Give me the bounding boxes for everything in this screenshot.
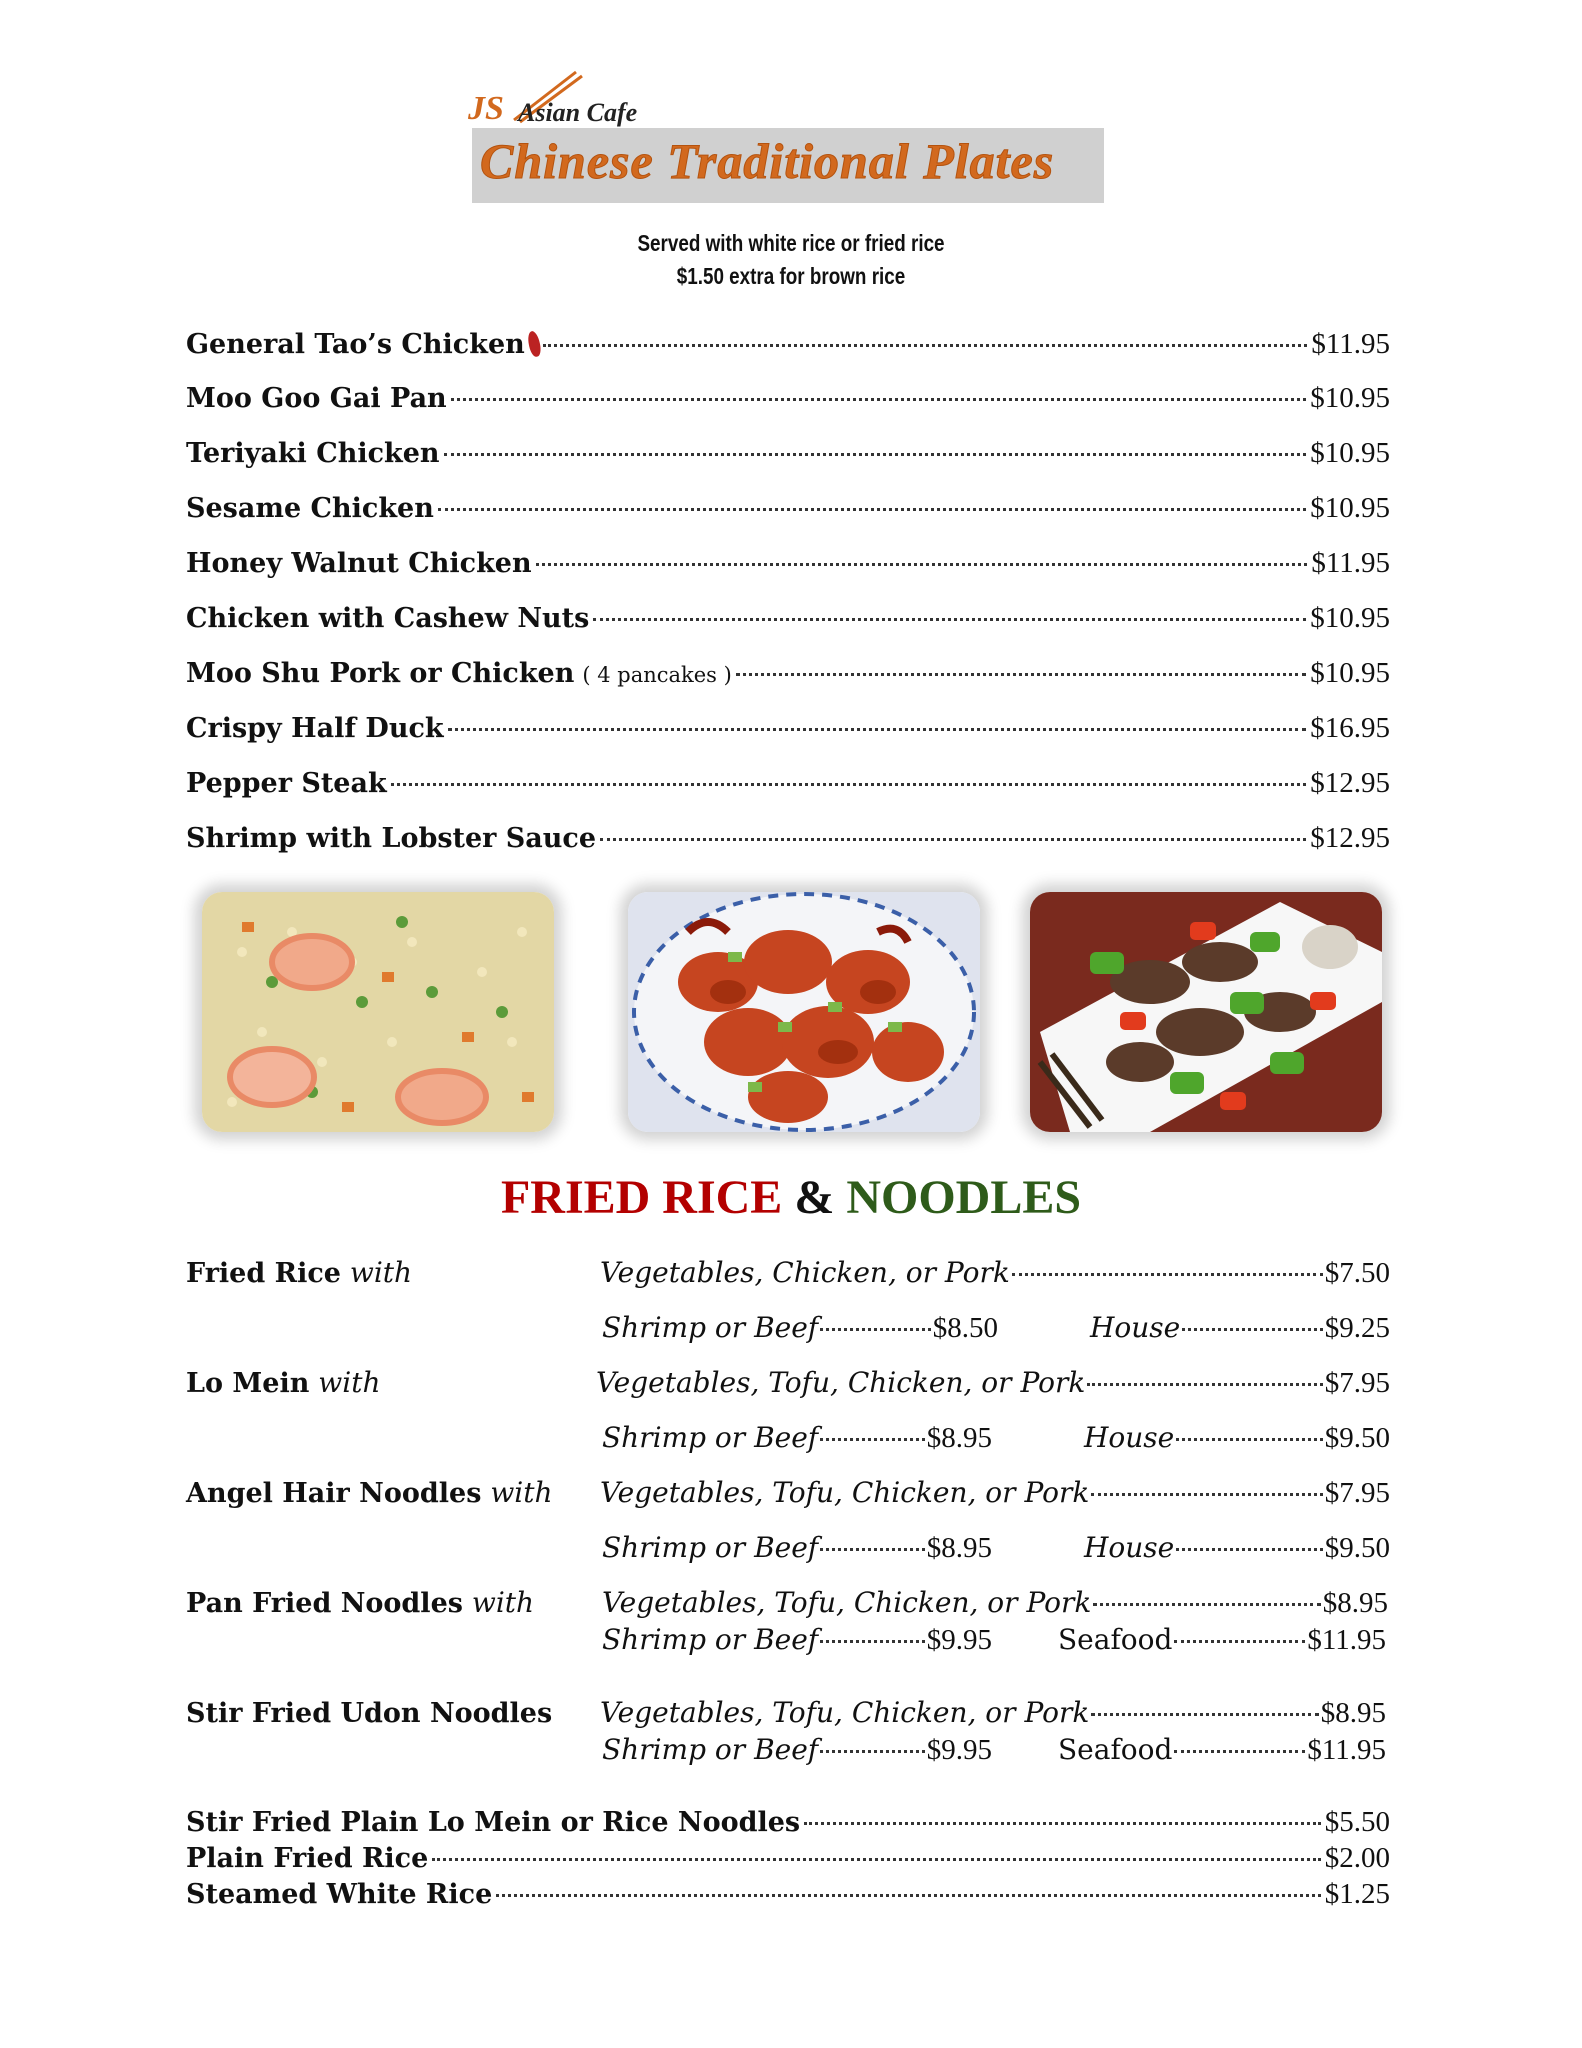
- menu-item-name: Steamed White Rice: [186, 1879, 493, 1910]
- dot-leader: [736, 673, 1306, 676]
- menu-item: [186, 1806, 1390, 1846]
- menu-item-price: $5.50: [1324, 1806, 1390, 1838]
- price-row: [602, 1311, 998, 1351]
- dish-label: [186, 1586, 534, 1619]
- option-label: Vegetables, Tofu, Chicken, or Pork: [596, 1366, 1086, 1399]
- dot-leader: [391, 783, 1307, 786]
- menu-item: [186, 1842, 1390, 1882]
- dish-with: with: [471, 1586, 535, 1619]
- price-row: [600, 1696, 1386, 1736]
- page-title: Chinese Traditional Plates: [480, 133, 1055, 189]
- dish-name: Stir Fried Udon Noodles: [186, 1698, 553, 1729]
- menu-item-price: $1.25: [1324, 1878, 1390, 1910]
- menu-item-name: Stir Fried Plain Lo Mein or Rice Noodles: [186, 1807, 801, 1838]
- hot-pepper-icon: [526, 330, 542, 358]
- option-label: Vegetables, Tofu, Chicken, or Pork: [600, 1476, 1090, 1509]
- menu-item-name: General Tao’s Chicken: [186, 329, 525, 360]
- menu-item-price: $10.95: [1310, 657, 1390, 689]
- option-label: Vegetables, Chicken, or Pork: [600, 1256, 1010, 1289]
- menu-item: [186, 712, 1390, 752]
- dish-name: Angel Hair Noodles: [186, 1478, 482, 1509]
- menu-item-name: Honey Walnut Chicken: [186, 548, 532, 579]
- menu-item-price: $2.00: [1324, 1842, 1390, 1874]
- menu-item: [186, 437, 1390, 477]
- option-price: $8.50: [932, 1312, 998, 1344]
- menu-item-price: $10.95: [1310, 437, 1390, 469]
- option-price: $9.50: [1324, 1532, 1390, 1564]
- general-tao-chicken-photo: [628, 892, 980, 1132]
- section-title: [0, 1170, 1582, 1225]
- dot-leader: [1176, 1438, 1323, 1441]
- dot-leader: [1087, 1383, 1322, 1386]
- dot-leader: [1174, 1750, 1305, 1753]
- menu-item-note: ( 4 pancakes ): [582, 663, 732, 687]
- price-row: [602, 1531, 992, 1571]
- pepper-steak-photo: [1030, 892, 1382, 1132]
- dot-leader: [1182, 1328, 1323, 1331]
- menu-item-name: Shrimp with Lobster Sauce: [186, 823, 597, 854]
- menu-item: [186, 327, 1390, 367]
- title-banner: [472, 128, 1104, 203]
- price-row: [1084, 1531, 1390, 1571]
- dish-with: with: [349, 1256, 413, 1289]
- option-price: $9.95: [926, 1734, 992, 1766]
- option-label: House: [1084, 1531, 1175, 1564]
- dot-leader: [543, 344, 1308, 347]
- menu-item-name: Teriyaki Chicken: [186, 438, 440, 469]
- dish-label: [186, 1696, 552, 1729]
- logo: [468, 66, 648, 130]
- option-label: House: [1084, 1421, 1175, 1454]
- dish-name: Pan Fried Noodles: [186, 1588, 463, 1619]
- section-title-ampersand: &: [794, 1171, 835, 1224]
- option-price: $8.95: [926, 1422, 992, 1454]
- dot-leader: [438, 508, 1306, 511]
- price-row: [600, 1476, 1390, 1516]
- menu-item-name: Chicken with Cashew Nuts: [186, 603, 590, 634]
- dish-name: Fried Rice: [186, 1258, 341, 1289]
- menu-item-price: $10.95: [1310, 382, 1390, 414]
- menu-item-price: $11.95: [1311, 328, 1390, 360]
- option-price: $7.95: [1324, 1477, 1390, 1509]
- option-label: Shrimp or Beef: [602, 1623, 819, 1656]
- option-label: Shrimp or Beef: [602, 1421, 819, 1454]
- dot-leader: [820, 1548, 925, 1551]
- dot-leader: [600, 838, 1306, 841]
- menu-item-price: $16.95: [1310, 712, 1390, 744]
- dot-leader: [536, 563, 1308, 566]
- option-price: $8.95: [926, 1532, 992, 1564]
- price-row: [1084, 1421, 1390, 1461]
- option-price: $7.50: [1324, 1257, 1390, 1289]
- menu-item-price: $12.95: [1310, 822, 1390, 854]
- dot-leader: [432, 1858, 1320, 1861]
- dish-label: [186, 1476, 553, 1509]
- option-price: $9.25: [1324, 1312, 1390, 1344]
- menu-item: [186, 822, 1390, 862]
- menu-item: [186, 382, 1390, 422]
- price-row: [1090, 1311, 1390, 1351]
- menu-item-name: Pepper Steak: [186, 768, 387, 799]
- subtitle-brown-rice: $1.50 extra for brown rice: [676, 263, 906, 289]
- option-label: House: [1090, 1311, 1181, 1344]
- dish-with: with: [318, 1366, 381, 1399]
- dot-leader: [496, 1894, 1321, 1897]
- dish-label: [186, 1256, 412, 1289]
- dish-with: with: [490, 1476, 553, 1509]
- option-label: Shrimp or Beef: [602, 1311, 819, 1344]
- price-row: [602, 1733, 992, 1773]
- price-row: [1058, 1623, 1386, 1663]
- section-title-fried-rice: FRIED RICE: [500, 1171, 783, 1224]
- dot-leader: [820, 1438, 925, 1441]
- menu-item-price: $11.95: [1311, 547, 1390, 579]
- price-row: [600, 1256, 1390, 1296]
- price-row: [602, 1586, 1388, 1626]
- option-label: Vegetables, Tofu, Chicken, or Pork: [600, 1696, 1090, 1729]
- menu-item-name: Crispy Half Duck: [186, 713, 444, 744]
- option-price: $7.95: [1324, 1367, 1390, 1399]
- dot-leader: [451, 398, 1307, 401]
- shrimp-fried-rice-photo: [202, 892, 554, 1132]
- option-price: $11.95: [1307, 1734, 1386, 1766]
- subtitle-rice: Served with white rice or fried rice: [637, 230, 945, 256]
- section-title-noodles: NOODLES: [846, 1171, 1082, 1224]
- price-row: [1058, 1733, 1386, 1773]
- dot-leader: [448, 728, 1307, 731]
- price-row: [602, 1421, 992, 1461]
- menu-item-name: Sesame Chicken: [186, 493, 434, 524]
- dot-leader: [1093, 1603, 1320, 1606]
- dot-leader: [444, 453, 1307, 456]
- dot-leader: [1012, 1273, 1323, 1276]
- option-label: Vegetables, Tofu, Chicken, or Pork: [602, 1586, 1092, 1619]
- option-price: $8.95: [1322, 1587, 1388, 1619]
- option-price: $11.95: [1307, 1624, 1386, 1656]
- dish-name: Lo Mein: [186, 1368, 310, 1399]
- menu-item-name: Plain Fried Rice: [186, 1843, 429, 1874]
- dot-leader: [1174, 1640, 1305, 1643]
- option-price: $9.95: [926, 1624, 992, 1656]
- menu-item-name: Moo Shu Pork or Chicken: [186, 658, 575, 689]
- menu-item: [186, 657, 1390, 697]
- menu-item-price: $10.95: [1310, 602, 1390, 634]
- dot-leader: [593, 618, 1306, 621]
- menu-item: [186, 492, 1390, 532]
- price-row: [602, 1623, 992, 1663]
- menu-item: [186, 767, 1390, 807]
- dot-leader: [1091, 1493, 1322, 1496]
- option-price: $8.95: [1320, 1697, 1386, 1729]
- menu-item: [186, 1878, 1390, 1918]
- logo-cafe-text: Asian Cafe: [518, 98, 638, 127]
- menu-item: [186, 547, 1390, 587]
- dish-label: [186, 1366, 380, 1399]
- logo-js: JS: [468, 90, 504, 127]
- option-price: $9.50: [1324, 1422, 1390, 1454]
- price-row: [596, 1366, 1390, 1406]
- dot-leader: [1091, 1713, 1318, 1716]
- dot-leader: [820, 1328, 931, 1331]
- menu-item-price: $10.95: [1310, 492, 1390, 524]
- option-label: Seafood: [1058, 1623, 1173, 1656]
- menu-item-price: $12.95: [1310, 767, 1390, 799]
- menu-item: [186, 602, 1390, 642]
- option-label: Seafood: [1058, 1733, 1173, 1766]
- dot-leader: [820, 1640, 925, 1643]
- dot-leader: [1176, 1548, 1323, 1551]
- dot-leader: [820, 1750, 925, 1753]
- option-label: Shrimp or Beef: [602, 1733, 819, 1766]
- option-label: Shrimp or Beef: [602, 1531, 819, 1564]
- dot-leader: [804, 1822, 1321, 1825]
- menu-item-name: Moo Goo Gai Pan: [186, 383, 447, 414]
